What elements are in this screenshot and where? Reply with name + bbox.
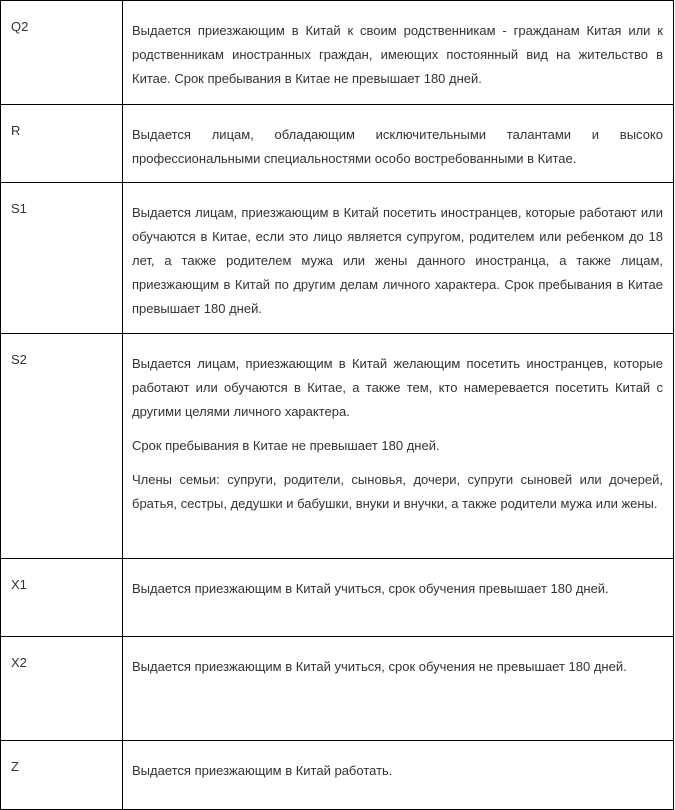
description-paragraph: Срок пребывания в Китае не превышает 180 дней. [132,438,440,453]
visa-type-cell: Z [1,741,123,810]
description-paragraph: Выдается приезжающим в Китай учиться, срок обучения превышает 180 дней. [132,581,609,596]
description-paragraph: Члены семьи: супруги, родители, сыновья, дочери, супруги сыновей или дочерей, братья, сестры, дедушки и бабушки, внуки и внучки, а также родители мужа или жены. [132,472,663,511]
description-paragraph: Выдается лицам, обладающим исключительными талантами и высоко профессиональными специальностями особо востребованными в Китае. [132,127,663,166]
visa-description-cell [123,741,674,810]
visa-description-cell [123,1,674,105]
visa-type-cell: S1 [1,183,123,334]
description-paragraph: Выдается приезжающим в Китай учиться, срок обучения не превышает 180 дней. [132,659,627,674]
visa-description-cell [123,183,674,334]
description-paragraph: Выдается приезжающим в Китай к своим родственникам - гражданам Китая или к родственникам иностранных граждан, имеющих постоянный вид на жительство в Китае. Срок пребывания в Китае не превышает 180 дней. [132,23,663,86]
table-row [1,559,674,637]
visa-description-cell [123,334,674,559]
visa-type-cell: R [1,105,123,183]
table-row [1,183,674,334]
visa-type-cell: S2 [1,334,123,559]
table-row [1,1,674,105]
visa-description-cell [123,637,674,741]
table-row [1,741,674,810]
visa-description-cell [123,105,674,183]
description-paragraph: Выдается лицам, приезжающим в Китай посетить иностранцев, которые работают или обучаются в Китае, если это лицо является супругом, родителем или ребенком до 18 лет, а также родителем мужа или жены данного иностранца, а также лицам, приезжающим в Китай по другим делам личного характера. Срок пребывания в Китае превышает 180 дней. [132,205,663,316]
description-paragraph: Выдается приезжающим в Китай работать. [132,763,393,778]
visa-description-cell [123,559,674,637]
description-paragraph: Выдается лицам, приезжающим в Китай желающим посетить иностранцев, которые работают или обучаются в Китае, а также тем, кто намеревается посетить Китай с другими целями личного характера. [132,356,663,419]
table-row [1,637,674,741]
visa-type-cell: Q2 [1,1,123,105]
visa-type-cell: X2 [1,637,123,741]
table-row [1,105,674,183]
visa-type-cell: X1 [1,559,123,637]
table-row [1,334,674,559]
